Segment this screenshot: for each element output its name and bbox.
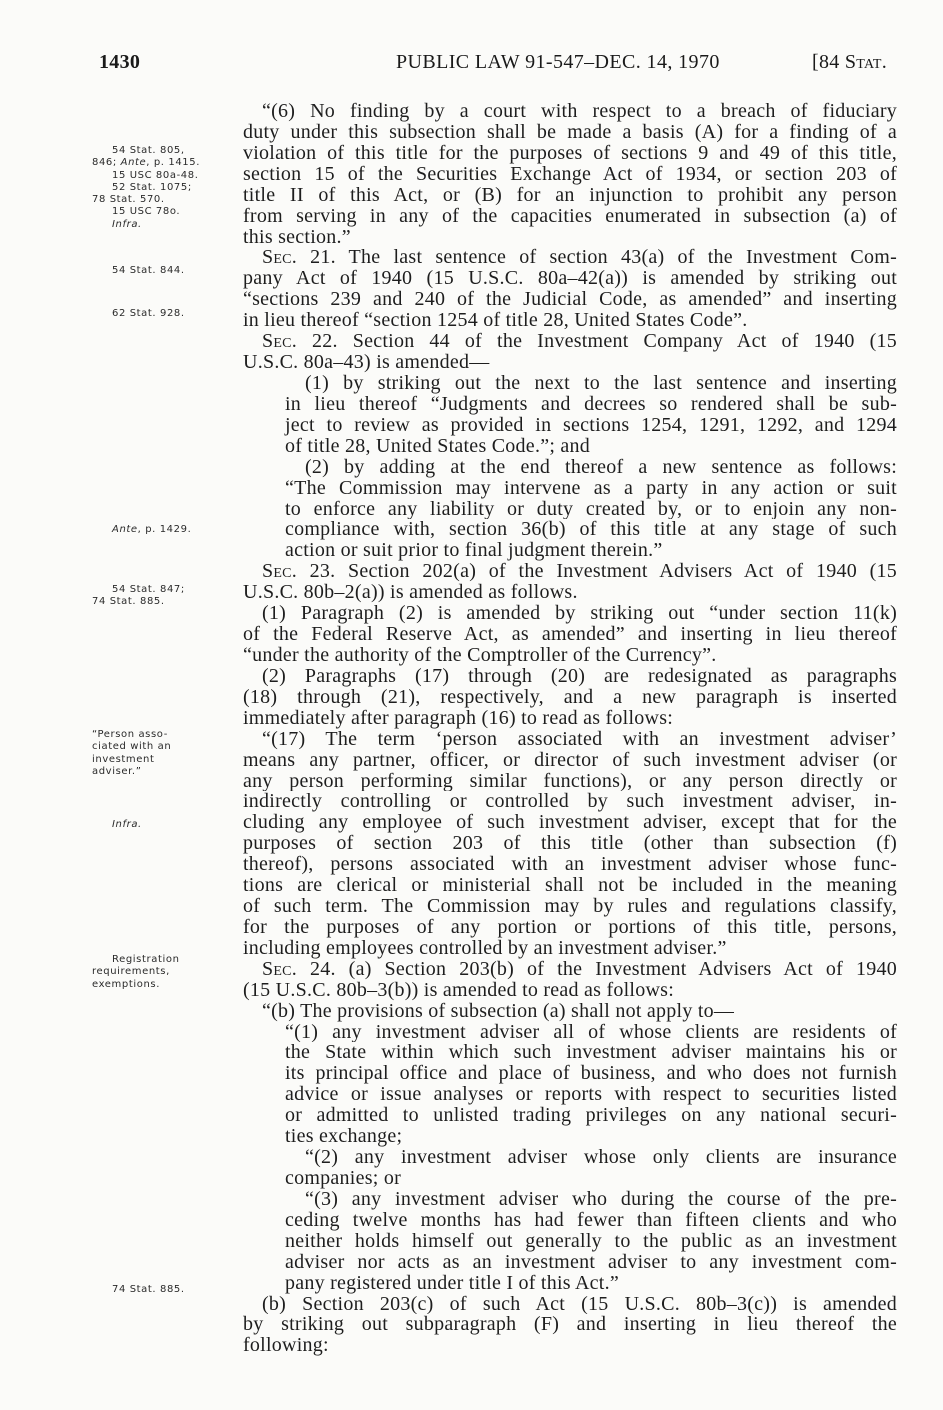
body-line-text: 21. The last sentence of section 43(a) of the Investment Com- <box>310 247 897 269</box>
margin-note-line: “Person asso- <box>92 729 168 740</box>
body-line: following: <box>243 1335 329 1357</box>
body-line: neither holds himself out generally to the public as an investment <box>285 1230 897 1252</box>
paragraph <box>243 959 897 1001</box>
margin-note-line: Infra. <box>112 218 142 230</box>
body-line: including employees controlled by an investment adviser.” <box>243 937 727 959</box>
body-line: the State within which such investment adviser maintains his or <box>285 1042 897 1064</box>
body-line-text: 23. Section 202(a) of the Investment Advisers Act of 1940 (15 <box>309 561 897 583</box>
body-line: of title 28, United States Code.”; and <box>285 435 590 457</box>
body-text <box>243 101 897 1356</box>
body-line: to enforce any liability or duty created by, or to enjoin any non- <box>285 498 897 520</box>
volume-label: Stat. <box>844 51 888 73</box>
margin-note-line: 15 USC 78o. <box>112 206 181 218</box>
body-line: from serving in any of the capacities enumerated in subsection (a) of <box>243 205 897 227</box>
margin-note <box>0 819 238 831</box>
body-line: adviser nor acts as an investment adviser to any investment com- <box>285 1251 897 1273</box>
paragraph <box>243 1001 897 1022</box>
margin-note-text: 846; <box>92 157 121 169</box>
body-line: “(6) No finding by a court with respect to a breach of fiduciary <box>262 101 897 122</box>
margin-note <box>0 308 238 320</box>
body-line: “sections 239 and 240 of the Judicial Code, as amended” and inserting <box>243 289 897 311</box>
margin-note-line: 74 Stat. 885. <box>112 1284 185 1295</box>
body-line: U.S.C. 80b–2(a)) is amended as follows. <box>243 582 578 604</box>
margin-note-text: , p. 1415. <box>146 157 200 169</box>
running-title: PUBLIC LAW 91-547–DEC. 14, 1970 <box>396 51 720 73</box>
body-line: its principal office and place of business, and who does not furnish <box>285 1063 897 1085</box>
body-line: indirectly controlling or controlled by such investment adviser, in- <box>243 791 897 813</box>
body-line: “(2) any investment adviser whose only clients are insurance <box>305 1147 897 1169</box>
body-line: title II of this Act, or (B) for an injunction to prohibit any person <box>243 184 897 206</box>
paragraph <box>243 666 897 729</box>
body-line: (1) by striking out the next to the last sentence and inserting <box>305 372 897 394</box>
body-line: (2) Paragraphs (17) through (20) are redesignated as paragraphs <box>262 665 897 687</box>
page-number: 1430 <box>99 51 141 73</box>
body-line: (2) by adding at the end thereof a new sentence as follows: <box>305 456 897 478</box>
body-line: cluding any employee of such investment adviser, except that for the <box>243 812 897 834</box>
margin-note-line: 54 Stat. 844. <box>112 265 185 276</box>
body-line: by striking out subparagraph (F) and inserting in lieu thereof the <box>243 1314 897 1336</box>
margin-note-line: Registration <box>112 954 180 965</box>
body-line <box>243 247 897 268</box>
margin-note <box>0 1284 238 1296</box>
body-line: (18) through (21), respectively, and a new paragraph is inserted <box>243 686 897 708</box>
volume-number: [84 <box>812 51 840 73</box>
paragraph <box>243 247 897 331</box>
margin-note-line: Infra. <box>112 819 142 830</box>
body-line: “(1) any investment adviser all of whose clients are residents of <box>285 1021 897 1043</box>
body-line: this section.” <box>243 226 351 248</box>
paragraph <box>243 331 897 373</box>
body-line: (b) Section 203(c) of such Act (15 U.S.C. 80b–3(c)) is amended <box>262 1293 897 1315</box>
paragraph <box>243 561 897 603</box>
margin-note-line: 74 Stat. 885. <box>92 596 165 608</box>
body-line: in lieu thereof “section 1254 of title 28, United States Code”. <box>243 310 748 332</box>
paragraph <box>243 603 897 666</box>
margin-note-line: 78 Stat. 570. <box>92 194 165 206</box>
margin-note-line: 15 USC 80a-48. <box>112 169 199 181</box>
body-line: ceding twelve months has had fewer than fifteen clients and who <box>285 1209 897 1231</box>
body-line: U.S.C. 80a–43) is amended— <box>243 352 490 373</box>
margin-note <box>0 524 238 536</box>
margin-note-line: ciated with an <box>92 741 172 753</box>
body-line: for the purposes of any portion or portions of this title, persons, <box>243 916 897 938</box>
body-line: advice or issue analyses or reports with respect to securities listed <box>285 1084 897 1106</box>
body-line: any person performing similar functions), or any person directly or <box>243 770 897 792</box>
body-line: “under the authority of the Comptroller of the Currency”. <box>243 644 717 666</box>
paragraph <box>243 1294 897 1357</box>
body-line-text: 24. (a) Section 203(b) of the Investment Advisers Act of 1940 <box>309 958 897 980</box>
body-line: “The Commission may intervene as a party in any action or suit <box>285 477 897 499</box>
margin-note <box>0 145 238 231</box>
body-line: “(3) any investment adviser who during the course of the pre- <box>305 1188 897 1210</box>
margin-note-italic: Ante <box>112 524 138 535</box>
margin-note-line: 54 Stat. 847; <box>112 584 185 595</box>
margin-note-line <box>0 524 238 536</box>
margin-note-line: 52 Stat. 1075; <box>112 181 192 193</box>
body-line: thereof), persons associated with an investment adviser whose func- <box>243 854 897 876</box>
body-line: duty under this subsection shall be made a basis (A) for a finding of a <box>243 121 897 143</box>
paragraph <box>243 457 897 562</box>
body-line: means any partner, officer, or director of such investment adviser (or <box>243 749 897 771</box>
body-line: section 15 of the Securities Exchange Act of 1934, or section 203 of <box>243 163 897 185</box>
body-line <box>243 959 897 980</box>
margin-note <box>0 584 238 609</box>
margin-note-line: requirements, <box>92 966 170 978</box>
body-line: violation of this title for the purposes of sections 9 and 49 of this title, <box>243 142 897 164</box>
body-line: immediately after paragraph (16) to read as follows: <box>243 707 674 729</box>
body-line: (15 U.S.C. 80b–3(b)) is amended to read as follows: <box>243 979 675 1001</box>
body-line: in lieu thereof “Judgments and decrees so rendered shall be sub- <box>285 393 897 415</box>
body-line: of such term. The Commission may by rules and regulations classify, <box>243 896 897 917</box>
margin-note <box>0 954 238 991</box>
margin-note-line: adviser.” <box>92 765 142 777</box>
body-line: or admitted to unlisted trading privileges on any national securi- <box>285 1105 897 1127</box>
margin-note-line: exemptions. <box>92 978 160 990</box>
body-line: compliance with, section 36(b) of this title at any stage of such <box>285 519 897 541</box>
margin-note-line: investment <box>92 753 155 765</box>
section-label: Sec. <box>262 958 298 980</box>
margin-note <box>0 265 238 277</box>
body-line <box>243 331 897 352</box>
paragraph <box>243 101 897 247</box>
paragraph <box>243 1147 897 1189</box>
body-line: companies; or <box>285 1168 401 1189</box>
margin-note-line <box>0 157 238 169</box>
body-line <box>243 561 897 582</box>
body-line: (1) Paragraph (2) is amended by striking out “under section 11(k) <box>262 603 897 625</box>
body-line: action or suit prior to final judgment therein.” <box>285 540 663 562</box>
margin-note-line: 54 Stat. 805, <box>112 145 185 156</box>
paragraph <box>243 373 897 457</box>
body-line: pany Act of 1940 (15 U.S.C. 80a–42(a)) is amended by striking out <box>243 268 897 290</box>
body-line: “(17) The term ‘person associated with an investment adviser’ <box>262 728 897 750</box>
body-line: of the Federal Reserve Act, as amended” and inserting in lieu thereof <box>243 624 897 645</box>
section-label: Sec. <box>262 561 298 583</box>
margin-note-italic: Ante <box>120 157 147 169</box>
body-line: ties exchange; <box>285 1126 403 1148</box>
paragraph <box>243 1189 897 1294</box>
body-line: tions are clerical or ministerial shall not be included in the meaning <box>243 875 897 897</box>
volume-reference <box>812 49 887 75</box>
margin-note-text: , p. 1429. <box>137 524 192 535</box>
section-label: Sec. <box>262 331 298 353</box>
body-line: “(b) The provisions of subsection (a) shall not apply to— <box>262 1000 735 1022</box>
body-line: pany registered under title I of this Act.” <box>285 1272 619 1294</box>
paragraph <box>243 1022 897 1148</box>
section-label: Sec. <box>262 247 298 269</box>
margin-note-line: 62 Stat. 928. <box>112 308 185 319</box>
paragraph <box>243 729 897 959</box>
body-line: purposes of section 203 of this title (other than subsection (f) <box>243 833 897 855</box>
margin-note <box>0 729 238 778</box>
body-line: ject to review as provided in sections 1254, 1291, 1292, and 1294 <box>285 414 897 436</box>
body-line-text: 22. Section 44 of the Investment Company Act of 1940 (15 <box>311 331 897 353</box>
